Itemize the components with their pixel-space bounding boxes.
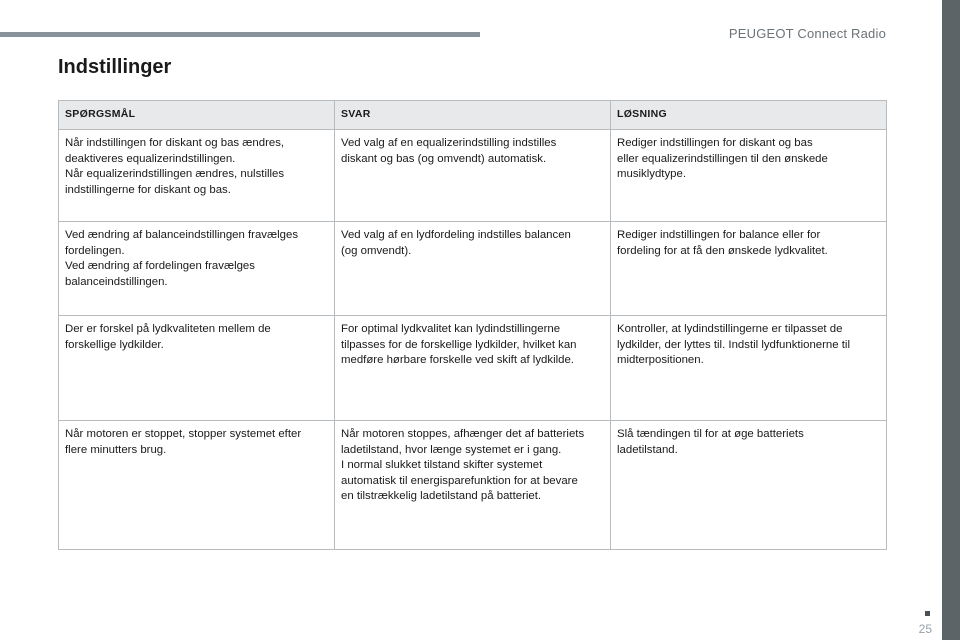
column-header-solution: LØSNING — [611, 101, 887, 130]
table-row — [59, 316, 887, 421]
answer-cell: Ved valg af en lydfordeling indstilles balancen (og omvendt). — [335, 222, 611, 316]
question-cell: Ved ændring af balanceindstillingen fravælges fordelingen. Ved ændring af fordelingen fravælges balanceindstillingen. — [59, 222, 335, 316]
solution-cell: Slå tændingen til for at øge batteriets ladetilstand. — [611, 421, 887, 550]
table-row — [59, 130, 887, 222]
question-cell: Når indstillingen for diskant og bas ændres, deaktiveres equalizerindstillingen. Når equalizerindstillingen ændres, nulstilles indstillingerne for diskant og bas. — [59, 130, 335, 222]
question-cell: Når motoren er stoppet, stopper systemet efter flere minutters brug. — [59, 421, 335, 550]
page-number: 25 — [918, 622, 932, 636]
faq-table — [58, 100, 887, 550]
page-title: Indstillinger — [58, 56, 172, 78]
header-label: PEUGEOT Connect Radio — [728, 26, 886, 41]
column-header-answer: SVAR — [335, 101, 611, 130]
question-cell: Der er forskel på lydkvaliteten mellem de forskellige lydkilder. — [59, 316, 335, 421]
answer-cell: For optimal lydkvalitet kan lydindstillingerne tilpasses for de forskellige lydkilder, hvilket kan medføre hørbare forskelle ved skift af lydkilde. — [335, 316, 611, 421]
continuation-marker — [925, 611, 930, 616]
column-header-question: SPØRGSMÅL — [59, 101, 335, 130]
page-edge-strip — [942, 0, 960, 640]
answer-cell: Når motoren stoppes, afhænger det af batteriets ladetilstand, hvor længe systemet er i gang. I normal slukket tilstand skifter systemet automatisk til energisparefunktion for at bevare en tilstrækkelig ladetilstand på batteriet. — [335, 421, 611, 550]
solution-cell: Rediger indstillingen for balance eller for fordeling for at få den ønskede lydkvalitet. — [611, 222, 887, 316]
table-row — [59, 222, 887, 316]
table-row — [59, 421, 887, 550]
table-header-row — [59, 101, 887, 130]
solution-cell: Rediger indstillingen for diskant og bas eller equalizerindstillingen til den ønskede musiklydtype. — [611, 130, 887, 222]
answer-cell: Ved valg af en equalizerindstilling indstilles diskant og bas (og omvendt) automatisk. — [335, 130, 611, 222]
solution-cell: Kontroller, at lydindstillingerne er tilpasset de lydkilder, der lyttes til. Indstil lydfunktionerne til midterpositionen. — [611, 316, 887, 421]
header-accent-bar — [0, 32, 480, 37]
